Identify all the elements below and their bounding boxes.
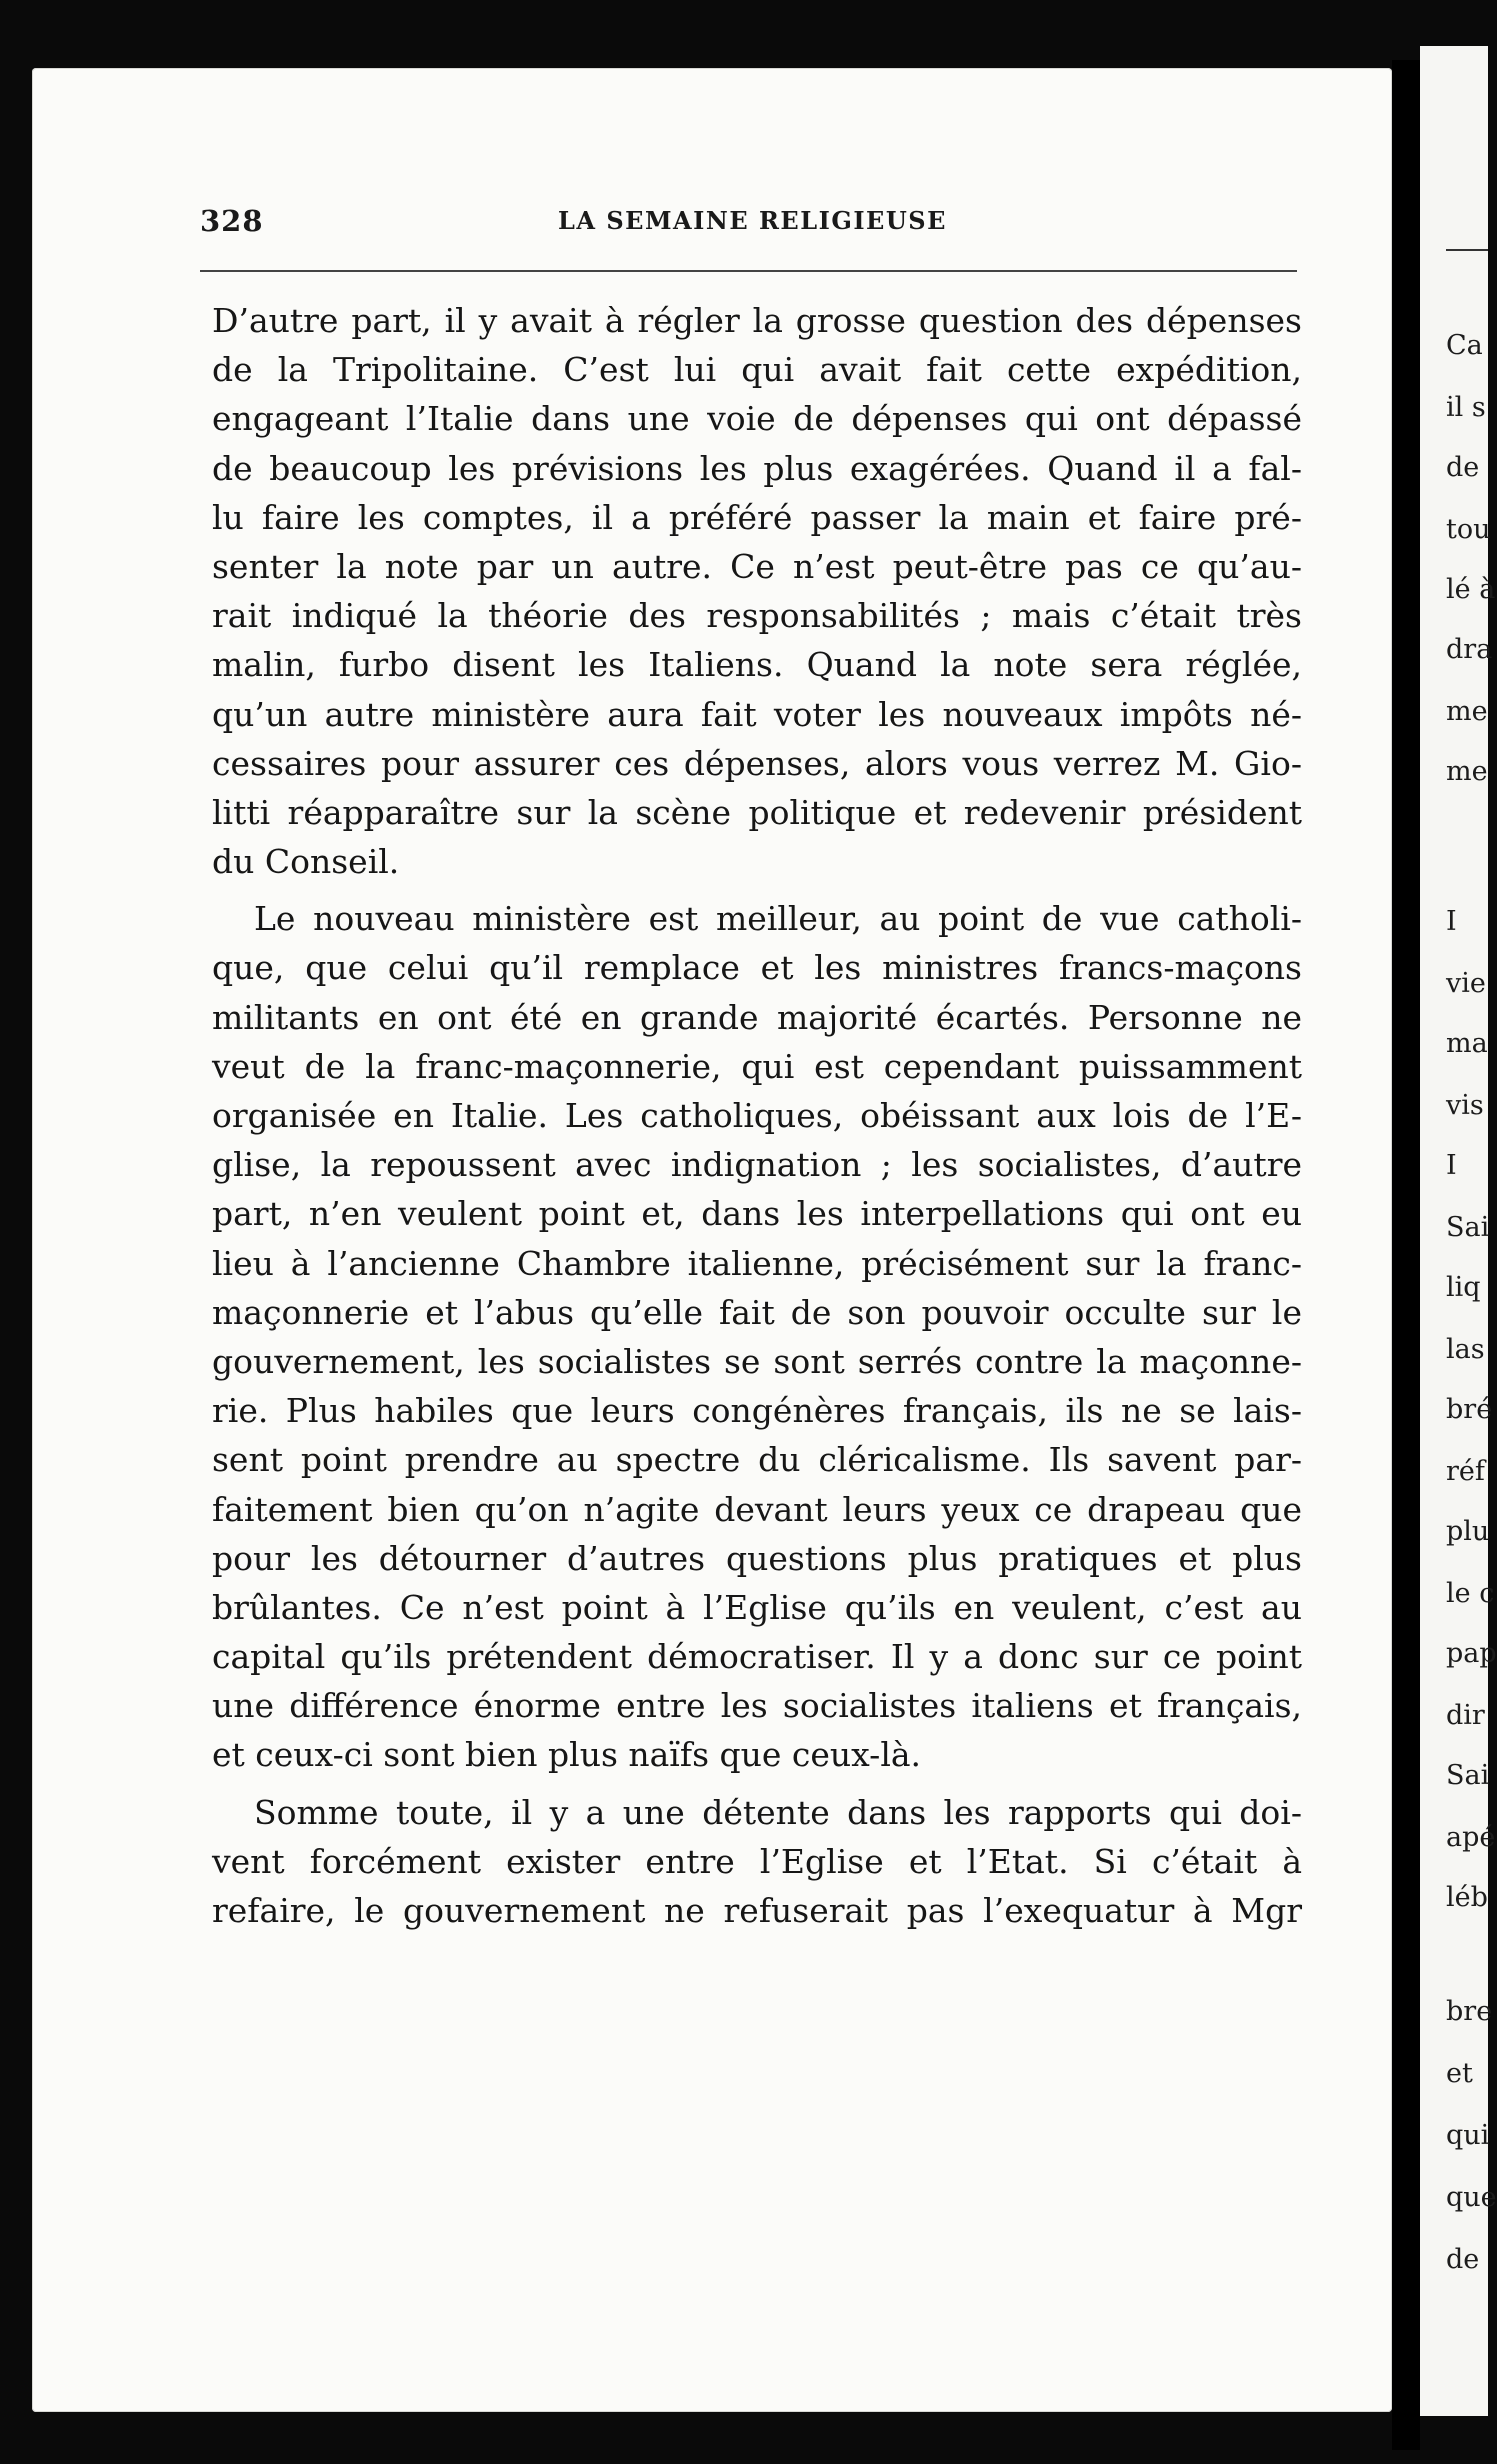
text-line: et ceux-ci sont bien plus naïfs que ceux-là. xyxy=(212,1735,922,1775)
paragraph xyxy=(212,296,1302,886)
running-title: LA SEMAINE RELIGIEUSE xyxy=(558,206,947,235)
text-line: lu faire les comptes, il a préféré passer la main et faire pré- xyxy=(212,497,1302,537)
adjacent-page-fragment: plu xyxy=(1446,1516,1490,1547)
text-line: de la Tripolitaine. C’est lui qui avait fait cette expédition, xyxy=(212,350,1302,390)
text-line: lieu à l’ancienne Chambre italienne, précisément sur la franc- xyxy=(212,1243,1302,1283)
text-line: veut de la franc-maçonnerie, qui est cependant puissamment xyxy=(212,1046,1302,1086)
text-line: que, que celui qu’il remplace et les ministres francs-maçons xyxy=(212,948,1302,988)
adjacent-page-fragment: Ca xyxy=(1446,330,1483,361)
adjacent-page-fragment: vie xyxy=(1446,968,1486,999)
adjacent-page-fragment: il s xyxy=(1446,392,1486,423)
text-line: vent forcément exister entre l’Eglise et l’Etat. Si c’était à xyxy=(212,1841,1302,1881)
text-line: engageant l’Italie dans une voie de dépenses qui ont dépassé xyxy=(212,399,1302,439)
text-line: militants en ont été en grande majorité écartés. Personne ne xyxy=(212,997,1302,1037)
text-line: Somme toute, il y a une détente dans les rapports qui doi- xyxy=(254,1792,1302,1832)
adjacent-page-fragment: me xyxy=(1446,756,1488,787)
adjacent-page-fragment: de xyxy=(1446,2244,1480,2275)
page-header xyxy=(200,204,1297,244)
header-rule xyxy=(200,270,1297,272)
adjacent-page-fragment: dir xyxy=(1446,1700,1485,1731)
adjacent-page-fragment: I xyxy=(1446,1150,1457,1181)
text-line: gouvernement, les socialistes se sont serrés contre la maçonne- xyxy=(212,1341,1302,1381)
adjacent-page-fragment: et xyxy=(1446,2058,1473,2089)
text-line: part, n’en veulent point et, dans les interpellations qui ont eu xyxy=(212,1194,1302,1234)
paragraph xyxy=(212,894,1302,1779)
adjacent-page-edge xyxy=(1420,46,1497,2416)
adjacent-page-fragment: réf xyxy=(1446,1456,1485,1487)
text-line: glise, la repoussent avec indignation ; les socialistes, d’autre xyxy=(212,1145,1302,1185)
adjacent-page-fragment: Sai xyxy=(1446,1212,1490,1243)
adjacent-page-fragment: tou xyxy=(1446,514,1491,545)
adjacent-page-fragment: dra xyxy=(1446,634,1493,665)
adjacent-page-fragment: pap xyxy=(1446,1638,1497,1669)
adjacent-page-fragment: bre xyxy=(1446,1996,1493,2027)
paragraph xyxy=(212,1788,1302,1936)
book-gutter xyxy=(1392,60,1420,2450)
page-number: 328 xyxy=(200,204,264,238)
adjacent-page-fragment: liq xyxy=(1446,1272,1481,1303)
adjacent-page-fragment: apé xyxy=(1446,1822,1496,1853)
adjacent-page-fragment: bré xyxy=(1446,1394,1493,1425)
text-line: pour les détourner d’autres questions plus pratiques et plus xyxy=(212,1538,1302,1578)
text-line: refaire, le gouvernement ne refuserait pas l’exequatur à Mgr xyxy=(212,1891,1302,1930)
text-line: litti réapparaître sur la scène politique et redevenir président xyxy=(212,792,1302,832)
adjacent-page-fragment: de xyxy=(1446,452,1480,483)
text-line: organisée en Italie. Les catholiques, obéissant aux lois de l’E- xyxy=(212,1096,1302,1135)
adjacent-page-fragment: que xyxy=(1446,2182,1497,2213)
adjacent-page-header-rule xyxy=(1446,249,1488,251)
adjacent-page-fragment: ma xyxy=(1446,1028,1488,1059)
text-line: du Conseil. xyxy=(212,842,400,882)
text-line: une différence énorme entre les socialistes italiens et français, xyxy=(212,1686,1302,1726)
text-line: rait indiqué la théorie des responsabilités ; mais c’était très xyxy=(212,596,1302,636)
adjacent-page-fragment: léb xyxy=(1446,1882,1488,1913)
text-line: sent point prendre au spectre du cléricalisme. Ils savent par- xyxy=(212,1440,1302,1480)
text-line: qu’un autre ministère aura fait voter les nouveaux impôts né- xyxy=(212,694,1302,734)
text-line: rie. Plus habiles que leurs congénères français, ils ne se lais- xyxy=(212,1391,1302,1431)
adjacent-page-fragment: las xyxy=(1446,1334,1485,1365)
adjacent-page-fragment: lé à xyxy=(1446,574,1496,605)
adjacent-page-fragment: Sai xyxy=(1446,1760,1490,1791)
adjacent-page-fragment: I xyxy=(1446,906,1457,937)
text-line: faitement bien qu’on n’agite devant leurs yeux ce drapeau que xyxy=(212,1489,1302,1529)
adjacent-page-fragment: me xyxy=(1446,696,1488,727)
text-line: brûlantes. Ce n’est point à l’Eglise qu’ils en veulent, c’est au xyxy=(212,1587,1302,1627)
adjacent-page-fragment: le c xyxy=(1446,1578,1495,1609)
text-line: cessaires pour assurer ces dépenses, alors vous verrez M. Gio- xyxy=(212,743,1302,783)
adjacent-page-fragment: vis xyxy=(1446,1090,1484,1121)
text-line: de beaucoup les prévisions les plus exagérées. Quand il a fal- xyxy=(212,448,1302,488)
adjacent-page-fragment: qui xyxy=(1446,2120,1490,2151)
text-line: capital qu’ils prétendent démocratiser. Il y a donc sur ce point xyxy=(212,1637,1302,1677)
text-line: Le nouveau ministère est meilleur, au point de vue catholi- xyxy=(254,899,1302,939)
body-text xyxy=(212,296,1302,1935)
text-line: maçonnerie et l’abus qu’elle fait de son pouvoir occulte sur le xyxy=(212,1292,1302,1332)
text-line: malin, furbo disent les Italiens. Quand la note sera réglée, xyxy=(212,645,1302,685)
text-line: D’autre part, il y avait à régler la grosse question des dépenses xyxy=(212,301,1302,340)
text-line: senter la note par un autre. Ce n’est peut-être pas ce qu’au- xyxy=(212,546,1302,586)
